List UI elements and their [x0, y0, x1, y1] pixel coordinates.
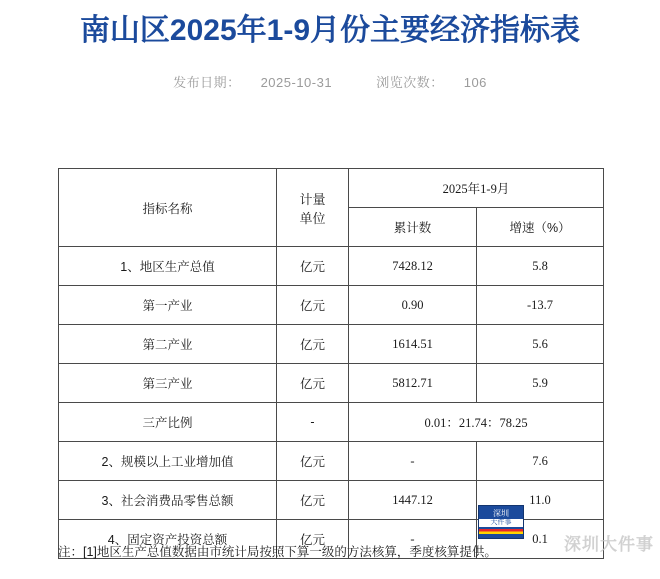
- row-label: 1、地区生产总值: [59, 247, 277, 286]
- column-header-indicator: 指标名称: [59, 169, 277, 247]
- row-unit: -: [277, 403, 349, 442]
- row-label: 第三产业: [59, 364, 277, 403]
- views-group: [366, 75, 497, 90]
- table-row: [59, 364, 604, 403]
- media-badge-stripe: [479, 529, 523, 534]
- views-label: 浏览次数：: [376, 75, 444, 90]
- column-header-period: 2025年1-9月: [349, 169, 604, 208]
- views-value: 106: [463, 75, 487, 90]
- row-value: 0.90: [349, 286, 477, 325]
- column-header-growth: 增速（%）: [477, 208, 604, 247]
- row-unit: 亿元: [277, 325, 349, 364]
- row-value: 7428.12: [349, 247, 477, 286]
- table-row: [59, 442, 604, 481]
- media-badge: [478, 505, 524, 539]
- row-value: 1614.51: [349, 325, 477, 364]
- table-footnote: 注：[1]地区生产总值数据由市统计局按照下算一级的方法核算，季度核算提供。: [58, 545, 497, 559]
- table-row: [59, 286, 604, 325]
- row-value: 1447.12: [349, 481, 477, 520]
- column-header-unit-line2: 单位: [299, 210, 326, 226]
- row-unit: 亿元: [277, 481, 349, 520]
- row-unit: 亿元: [277, 286, 349, 325]
- economic-indicators-table: [58, 168, 604, 559]
- row-unit: 亿元: [277, 442, 349, 481]
- column-header-unit: [277, 169, 349, 247]
- economic-indicators-table-wrapper: [58, 168, 603, 559]
- row-unit: 亿元: [277, 364, 349, 403]
- publish-date-group: [163, 75, 342, 90]
- row-growth: 5.6: [477, 325, 604, 364]
- table-row: [59, 247, 604, 286]
- row-label: 第一产业: [59, 286, 277, 325]
- row-label: 第二产业: [59, 325, 277, 364]
- row-label: 三产比例: [59, 403, 277, 442]
- watermark: 深圳大件事: [564, 535, 654, 554]
- column-header-cumulative: 累计数: [349, 208, 477, 247]
- row-growth: 5.9: [477, 364, 604, 403]
- row-growth: 7.6: [477, 442, 604, 481]
- row-value: -: [349, 520, 477, 559]
- row-value-merged: 0.01：21.74：78.25: [349, 403, 604, 442]
- table-header-row-1: [59, 169, 604, 208]
- media-badge-line2: 大件事: [479, 519, 523, 527]
- row-label: 3、社会消费品零售总额: [59, 481, 277, 520]
- column-header-unit-line1: 计量: [299, 191, 326, 207]
- media-badge-line1: 深圳: [493, 509, 509, 518]
- row-value: -: [349, 442, 477, 481]
- publish-date-value: 2025-10-31: [260, 75, 333, 90]
- row-label: 4、固定资产投资总额: [59, 520, 277, 559]
- row-growth: -13.7: [477, 286, 604, 325]
- table-row: [59, 325, 604, 364]
- row-unit: 亿元: [277, 247, 349, 286]
- row-value: 5812.71: [349, 364, 477, 403]
- row-unit: 亿元: [277, 520, 349, 559]
- row-label: 2、规模以上工业增加值: [59, 442, 277, 481]
- page-title: 南山区2025年1-9月份主要经济指标表: [79, 14, 581, 47]
- row-growth: 5.8: [477, 247, 604, 286]
- table-row: [59, 403, 604, 442]
- row-growth: 0.1: [477, 520, 604, 559]
- publish-meta: [0, 72, 660, 91]
- publish-date-label: 发布日期：: [173, 75, 241, 90]
- row-growth: 11.0: [477, 481, 604, 520]
